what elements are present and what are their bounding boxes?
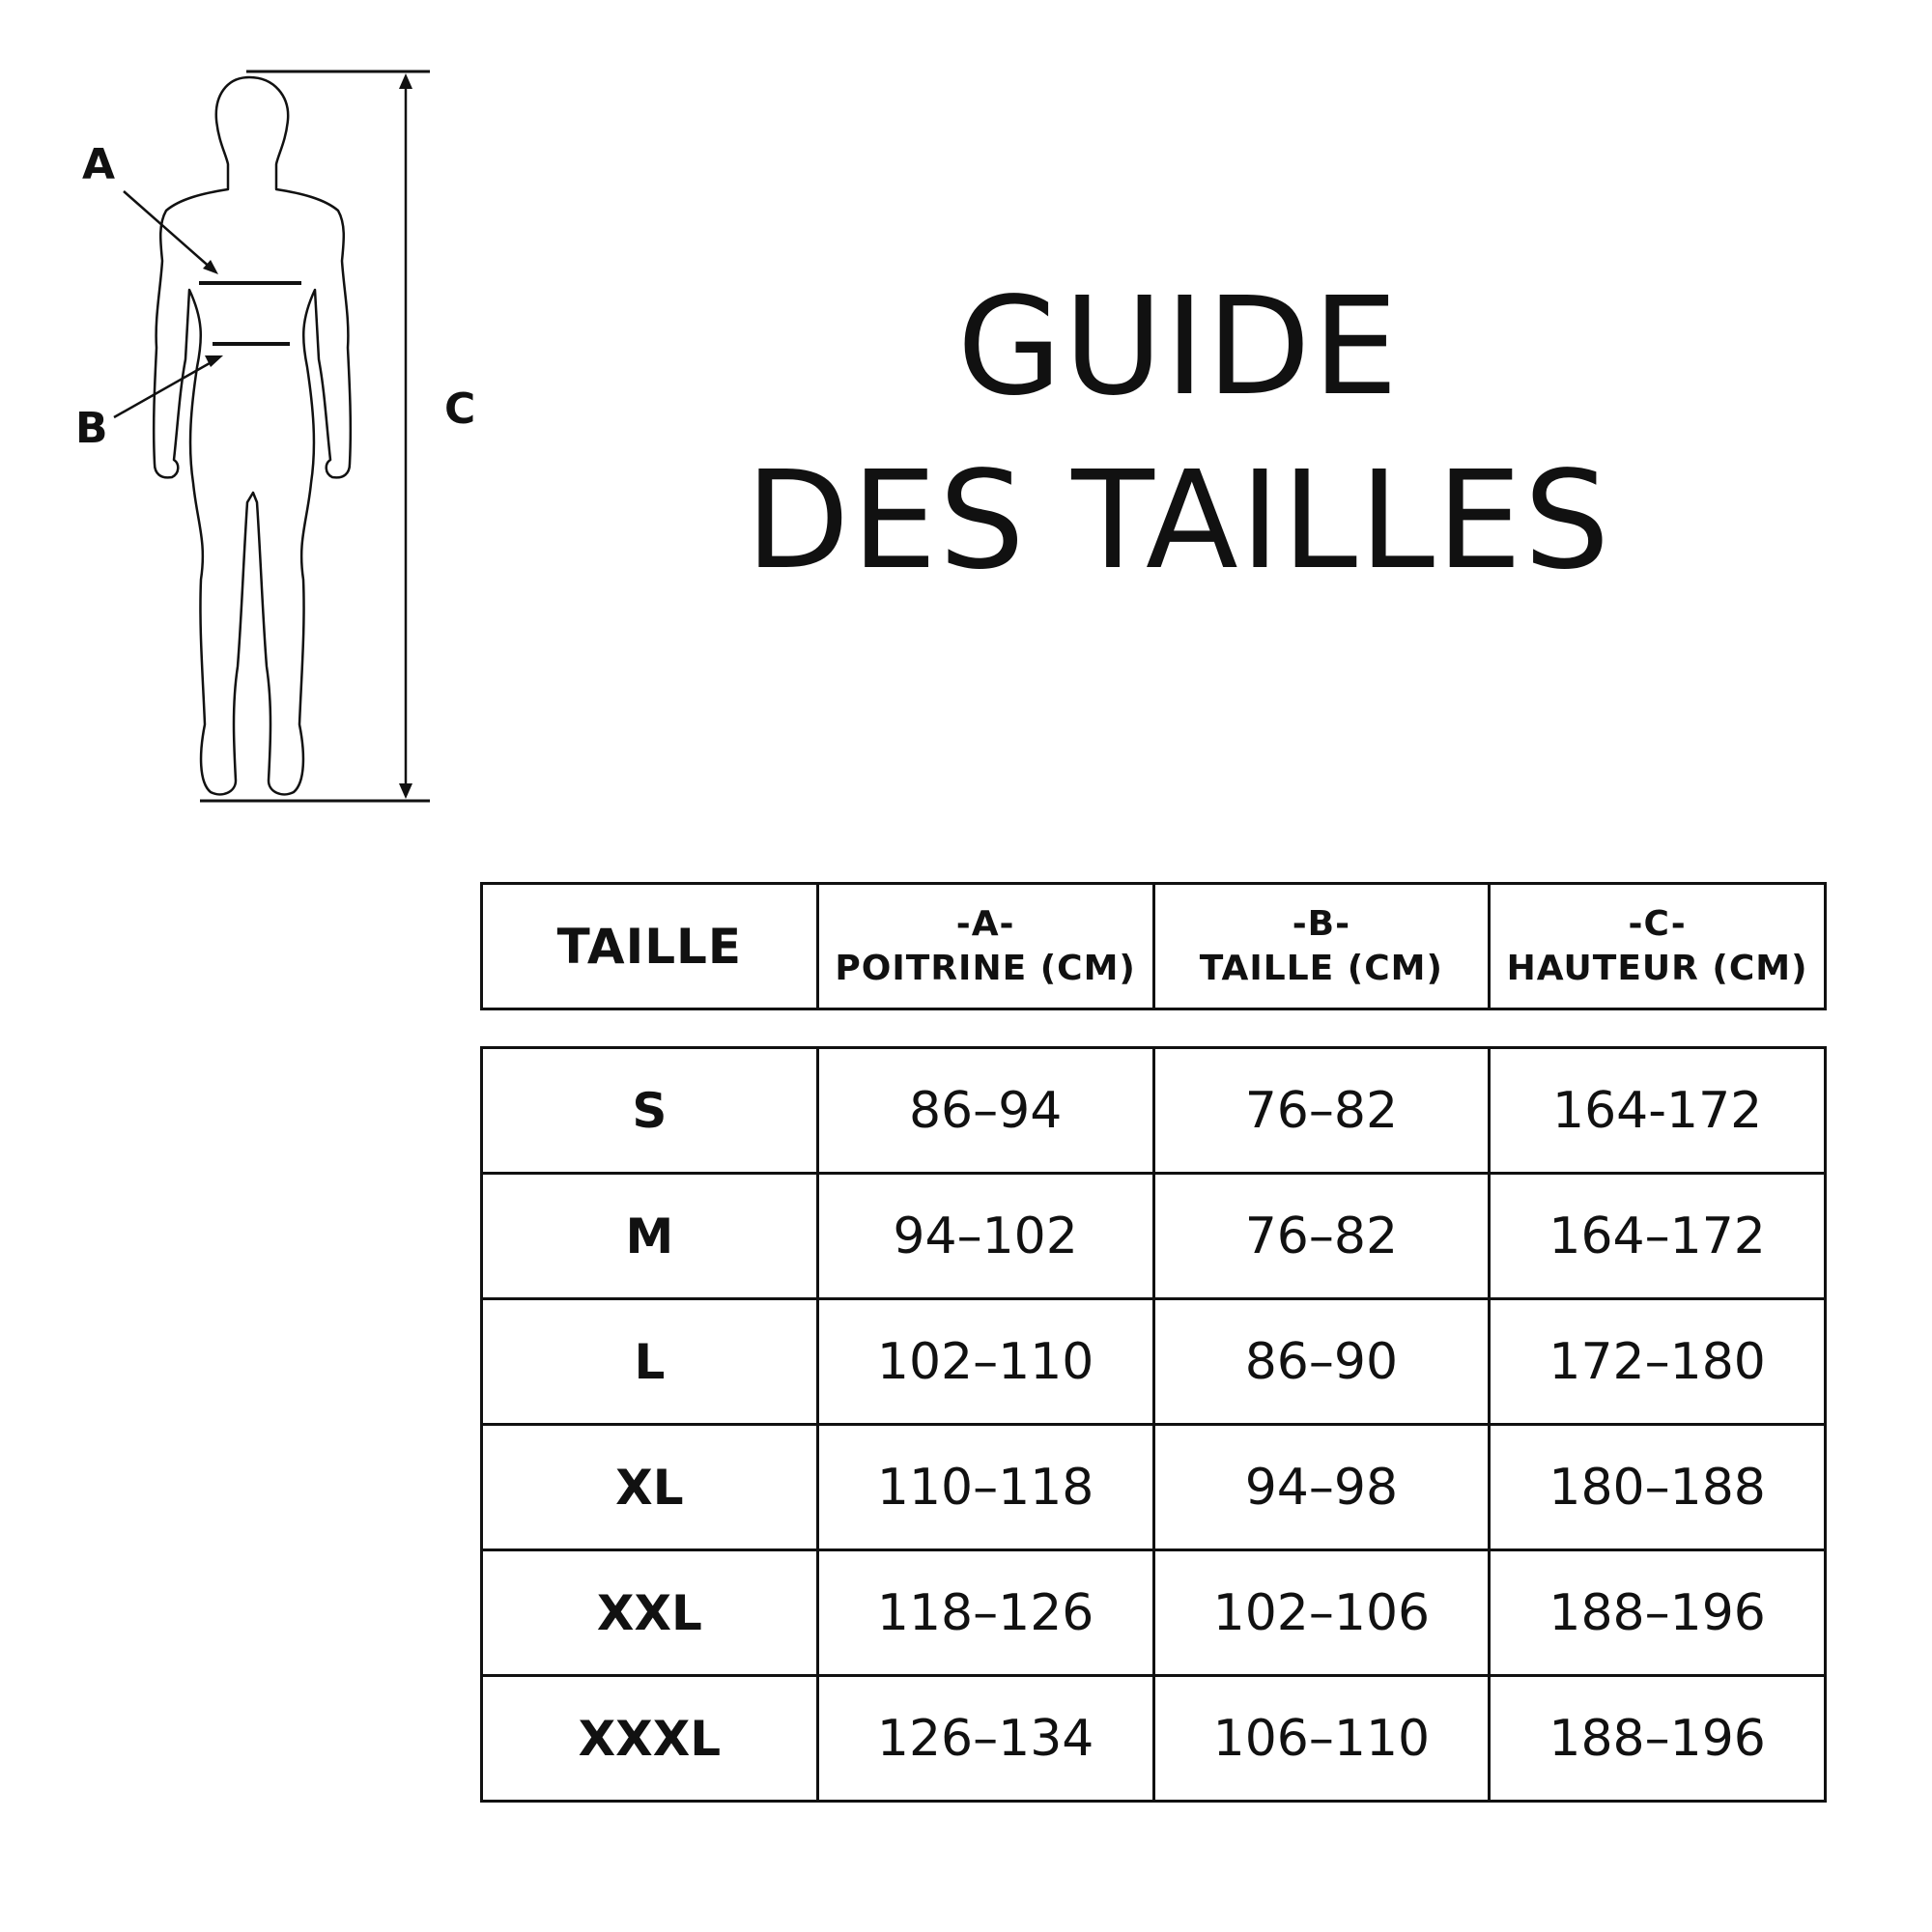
size-cell: XXXL <box>482 1676 818 1802</box>
label-a: A <box>82 140 116 189</box>
height-cell: 188–196 <box>1490 1676 1826 1802</box>
header-height-key: -C- <box>1628 903 1687 944</box>
header-waist <box>1153 884 1490 1009</box>
waist-cell: 76–82 <box>1153 1048 1490 1174</box>
waist-cell: 94–98 <box>1153 1425 1490 1550</box>
header-waist-key: -B- <box>1292 903 1351 944</box>
size-cell: XL <box>482 1425 818 1550</box>
chest-cell: 110–118 <box>817 1425 1153 1550</box>
waist-cell: 86–90 <box>1153 1299 1490 1425</box>
chest-cell: 94–102 <box>817 1174 1153 1299</box>
table-row <box>482 1550 1826 1676</box>
chest-cell: 102–110 <box>817 1299 1153 1425</box>
table-row <box>482 1299 1826 1425</box>
waist-cell: 102–106 <box>1153 1550 1490 1676</box>
title-line-2: DES TAILLES <box>745 442 1612 600</box>
chest-cell: 86–94 <box>817 1048 1153 1174</box>
header-height-label: HAUTEUR (CM) <box>1506 948 1808 988</box>
body-measurement-figure <box>0 0 502 831</box>
title-line-1: GUIDE <box>956 269 1401 426</box>
height-cell: 180–188 <box>1490 1425 1826 1550</box>
header-row <box>482 884 1826 1009</box>
header-chest-key: -A- <box>955 903 1015 944</box>
table-row <box>482 1048 1826 1174</box>
table-row <box>482 1676 1826 1802</box>
table-row <box>482 1425 1826 1550</box>
label-c: C <box>444 384 476 434</box>
header-chest-label: POITRINE (CM) <box>835 948 1136 988</box>
body-silhouette <box>154 77 351 794</box>
height-cell: 164–172 <box>1490 1174 1826 1299</box>
size-cell: XXL <box>482 1550 818 1676</box>
height-cell: 164-172 <box>1490 1048 1826 1174</box>
size-table-header <box>480 882 1827 1010</box>
height-cell: 188–196 <box>1490 1550 1826 1676</box>
table-row <box>482 1174 1826 1299</box>
size-cell: S <box>482 1048 818 1174</box>
height-cell: 172–180 <box>1490 1299 1826 1425</box>
size-table <box>480 1046 1827 1803</box>
size-cell: M <box>482 1174 818 1299</box>
header-chest <box>817 884 1153 1009</box>
header-height <box>1490 884 1826 1009</box>
label-b: B <box>75 404 108 453</box>
page-title <box>696 261 1662 609</box>
chest-cell: 118–126 <box>817 1550 1153 1676</box>
size-cell: L <box>482 1299 818 1425</box>
waist-cell: 106–110 <box>1153 1676 1490 1802</box>
waist-cell: 76–82 <box>1153 1174 1490 1299</box>
chest-cell: 126–134 <box>817 1676 1153 1802</box>
header-waist-label: TAILLE (CM) <box>1199 948 1443 988</box>
header-size: TAILLE <box>482 884 818 1009</box>
